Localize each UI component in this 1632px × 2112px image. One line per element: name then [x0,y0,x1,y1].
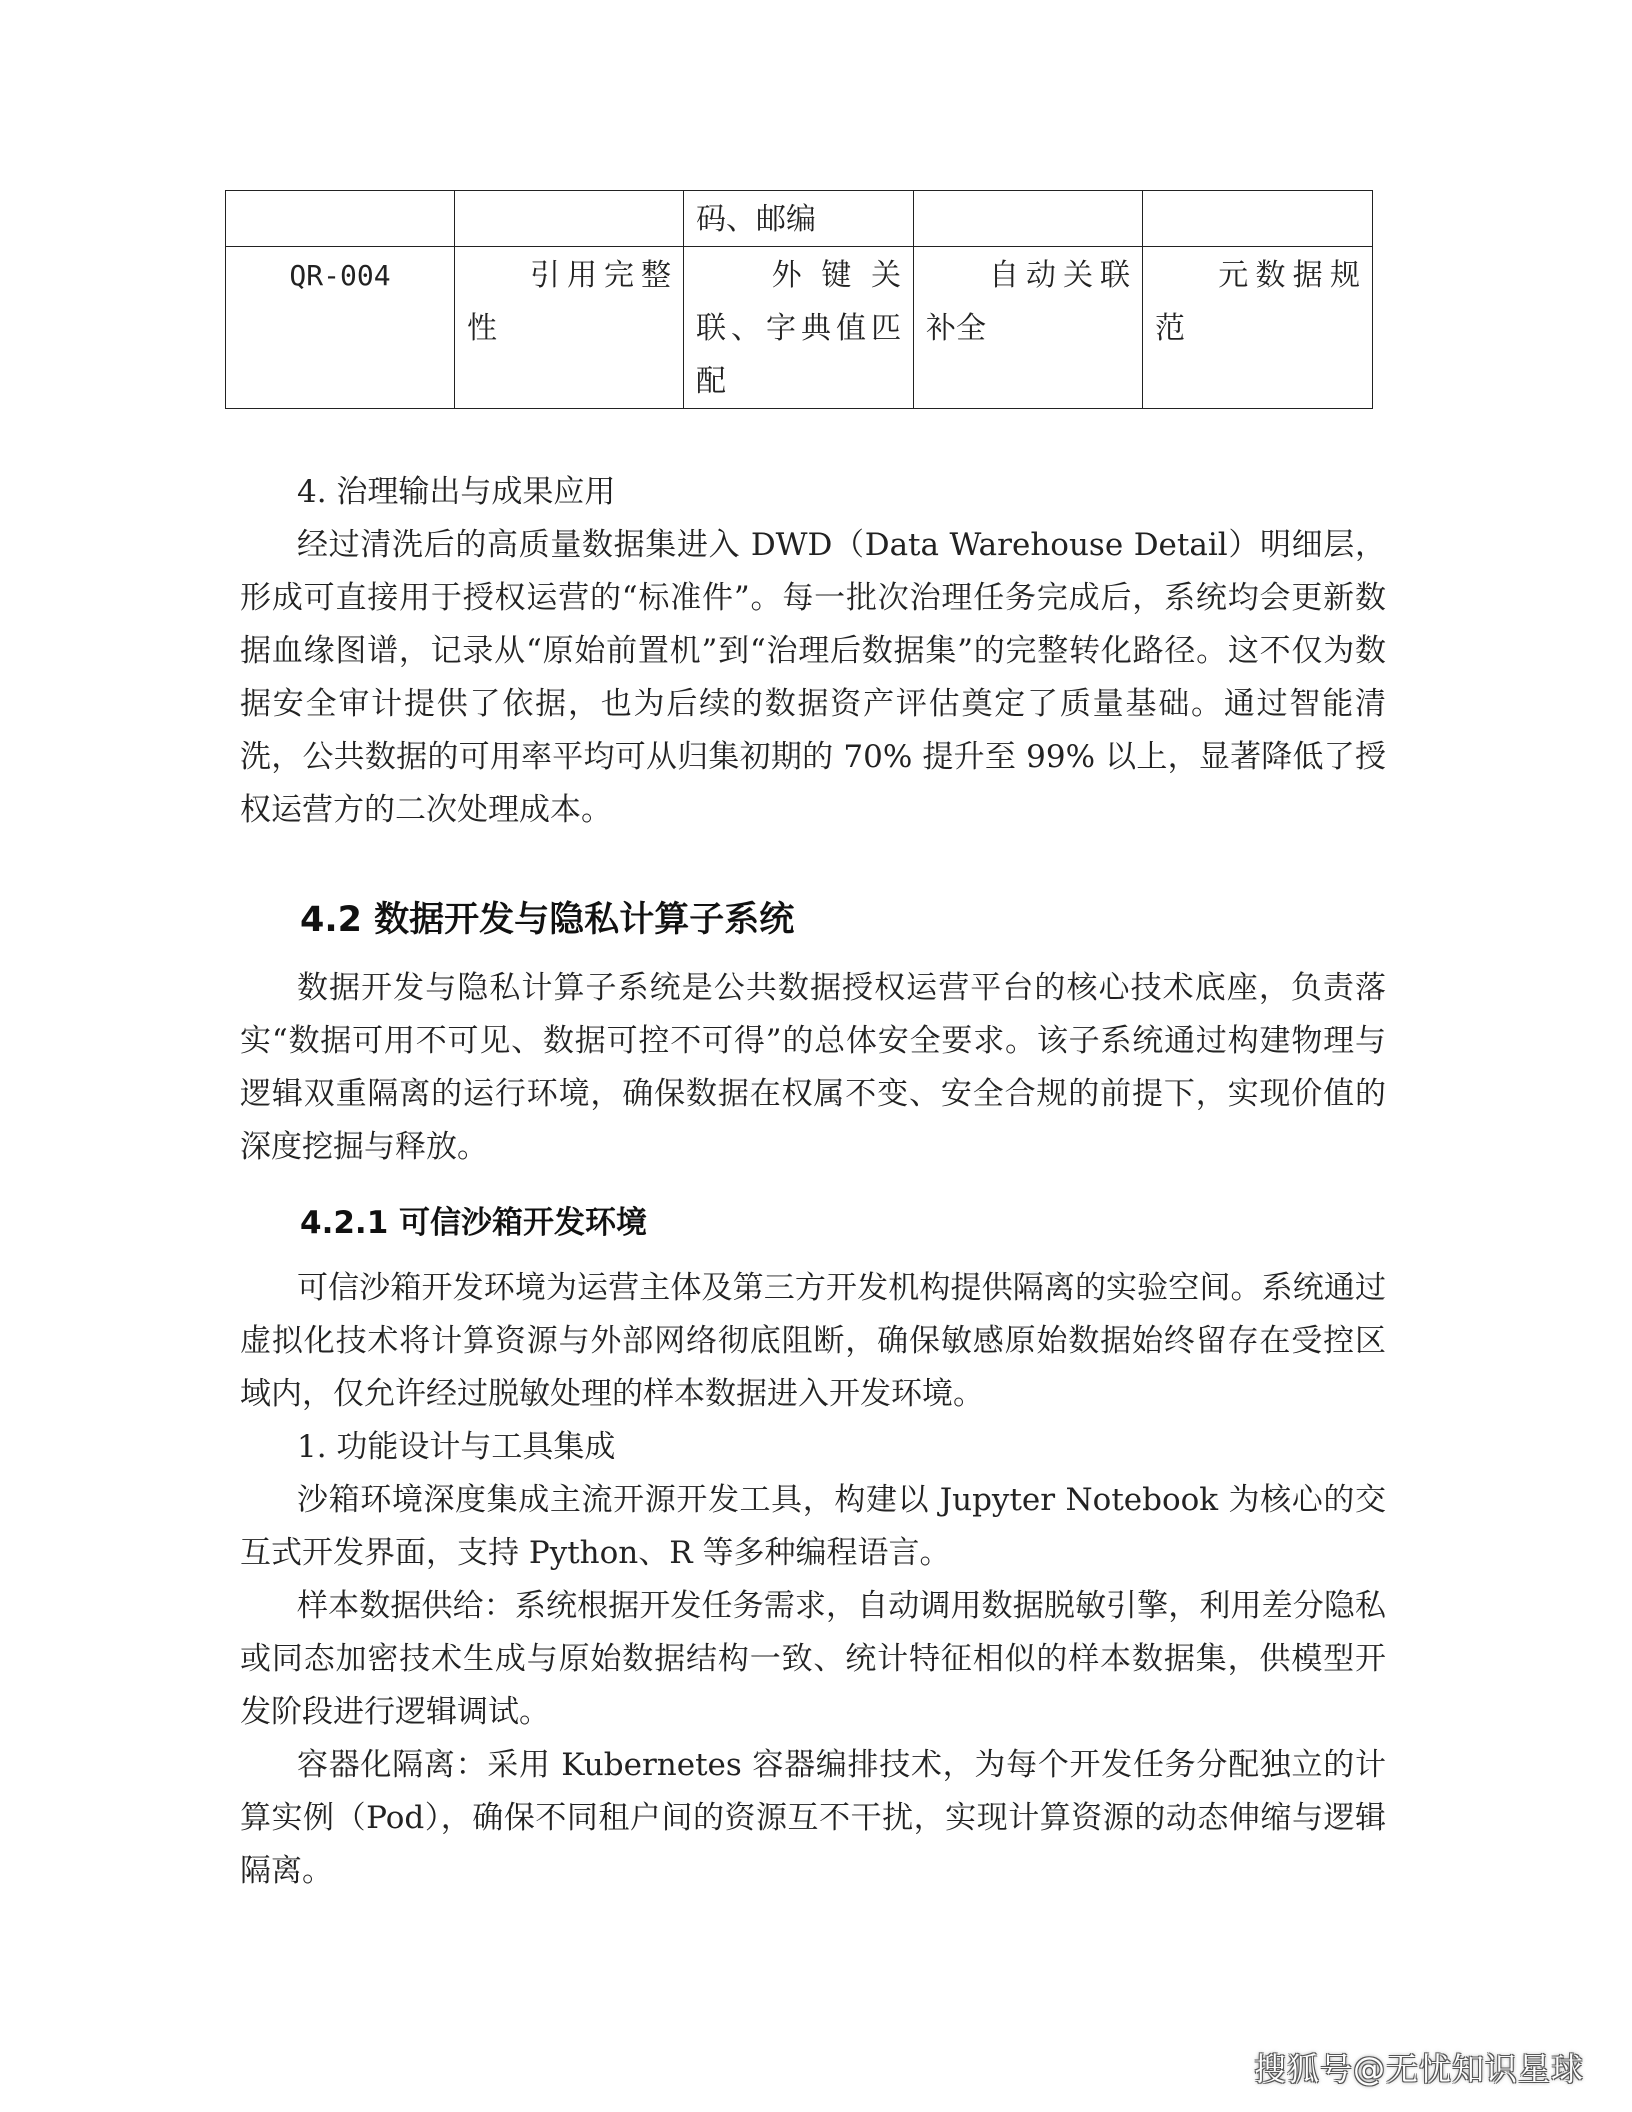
rule-check-text: 外键关联、字典值匹配 [696,258,901,399]
quality-rules-table [225,190,1373,409]
item-title-tools: 1. 功能设计与工具集成 [297,1429,616,1465]
table-cell [914,191,1143,247]
table-cell [226,191,455,247]
rule-name-cell [455,247,684,409]
section-heading-4-2-1: 4.2.1 可信沙箱开发环境 [300,1205,648,1241]
section-heading-4-2: 4.2 数据开发与隐私计算子系统 [300,900,795,940]
rule-action-cell [914,247,1143,409]
rule-action-text: 自动关联补全 [926,258,1130,346]
section-4-2-body [240,962,1386,1174]
watermark-text: 搜狐号@无忧知识星球 [1253,2050,1584,2088]
container-isolation-paragraph: 容器化隔离：采用 Kubernetes 容器编排技术，为每个开发任务分配独立的计算实例（Pod），确保不同租户间的资源互不干扰，实现计算资源的动态伸缩与逻辑隔离。 [240,1747,1386,1889]
rule-check-cell [684,247,914,409]
table-cell: 码、邮编 [684,191,914,247]
rule-basis-cell [1143,247,1373,409]
output-section [240,466,1386,837]
section-4-2-paragraph: 数据开发与隐私计算子系统是公共数据授权运营平台的核心技术底座，负责落实“数据可用不可见、数据可控不可得”的总体安全要求。该子系统通过构建物理与逻辑双重隔离的运行环境，确保数据在权属不变、安全合规的前提下，实现价值的深度挖掘与释放。 [240,970,1386,1165]
output-paragraph: 经过清洗后的高质量数据集进入 DWD（Data Warehouse Detail）明细层，形成可直接用于授权运营的“标准件”。每一批次治理任务完成后，系统均会更新数据血缘图谱，记录从“原始前置机”到“治理后数据集”的完整转化路径。这不仅为数据安全审计提供了依据，也为后续的数据资产评估奠定了质量基础。通过智能清洗，公共数据的可用率平均可从归集初期的 70% 提升至 99% 以上，显著降低了授权运营方的二次处理成本。 [240,527,1386,828]
tools-paragraph: 沙箱环境深度集成主流开源开发工具，构建以 Jupyter Notebook 为核心的交互式开发界面，支持 Python、R 等多种编程语言。 [240,1482,1386,1571]
section-4-2-1-body [240,1262,1386,1898]
rule-basis-text: 元数据规范 [1155,258,1360,346]
rule-name-text: 引用完整性 [467,258,671,346]
table-row [226,191,1373,247]
sample-data-paragraph: 样本数据供给：系统根据开发任务需求，自动调用数据脱敏引擎，利用差分隐私或同态加密技术生成与原始数据结构一致、统计特征相似的样本数据集，供模型开发阶段进行逻辑调试。 [240,1588,1386,1730]
sandbox-intro-paragraph: 可信沙箱开发环境为运营主体及第三方开发机构提供隔离的实验空间。系统通过虚拟化技术将计算资源与外部网络彻底阻断，确保敏感原始数据始终留存在受控区域内，仅允许经过脱敏处理的样本数据进入开发环境。 [240,1270,1386,1412]
item-title-output: 4. 治理输出与成果应用 [297,474,616,510]
table-cell [1143,191,1373,247]
rule-id-cell: QR-004 [226,247,455,409]
table-cell [455,191,684,247]
table-row [226,247,1373,409]
